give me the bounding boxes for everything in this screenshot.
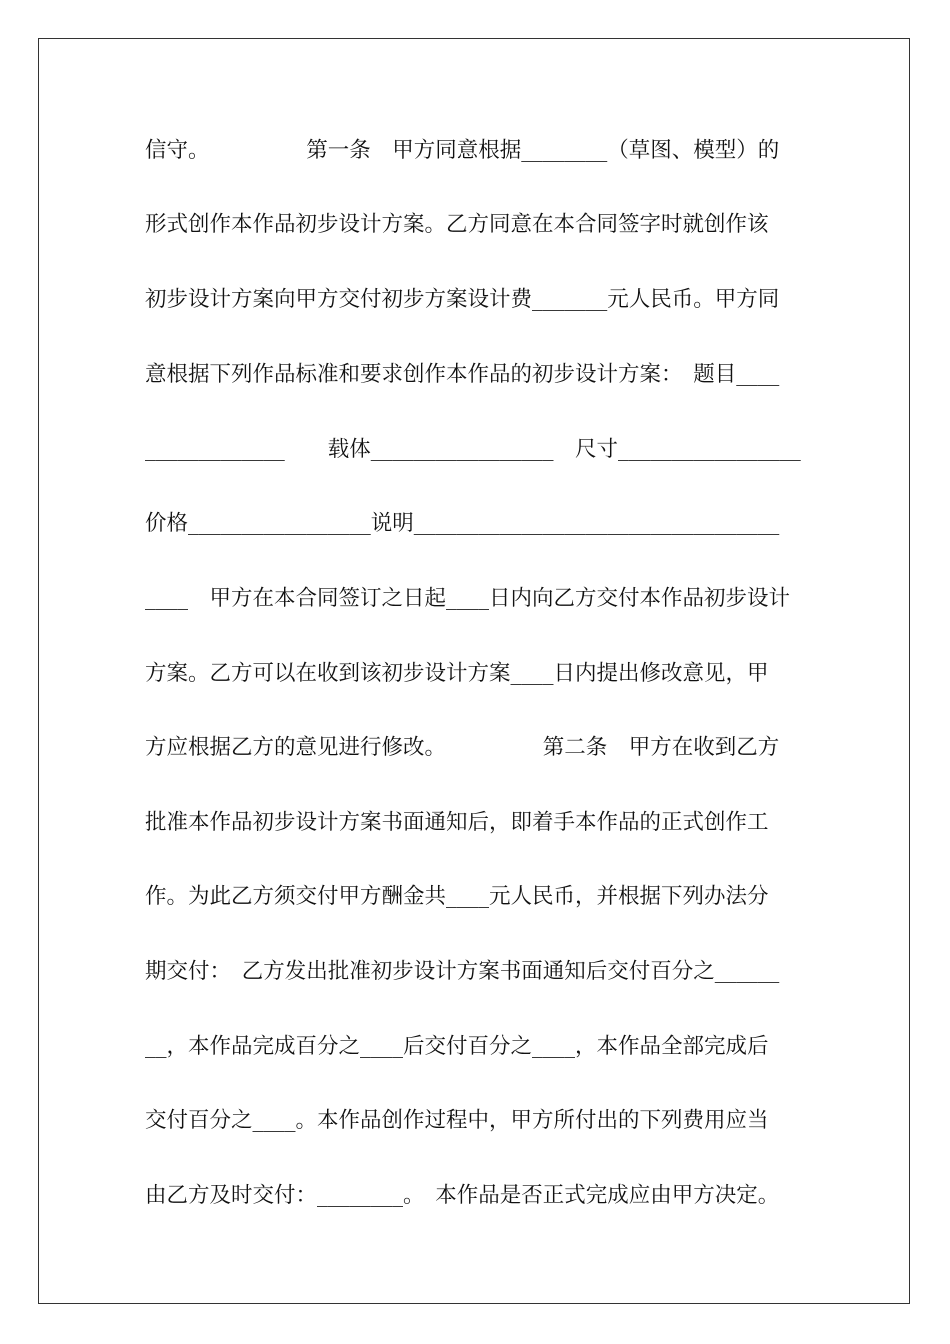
text-line: 意根据下列作品标准和要求创作本作品的初步设计方案： 题目____ bbox=[145, 362, 780, 387]
text-line: 交付百分之____。本作品创作过程中，甲方所付出的下列费用应当 bbox=[145, 1108, 769, 1133]
text-line: 形式创作本作品初步设计方案。乙方同意在本合同签字时就创作该 bbox=[145, 212, 769, 237]
text-line: 批准本作品初步设计方案书面通知后，即着手本作品的正式创作工 bbox=[145, 810, 769, 835]
text-line: 初步设计方案向甲方交付初步方案设计费_______元人民币。甲方同 bbox=[145, 287, 780, 312]
text-line: 期交付： 乙方发出批准初步设计方案书面通知后交付百分之______ bbox=[145, 959, 780, 984]
text-line: ____ 甲方在本合同签订之日起____日内向乙方交付本作品初步设计 bbox=[145, 586, 791, 611]
text-line: 作。为此乙方须交付甲方酬金共____元人民币，并根据下列办法分 bbox=[145, 884, 769, 909]
text-line: __，本作品完成百分之____后交付百分之____，本作品全部完成后 bbox=[145, 1034, 769, 1059]
text-line: _____________ 载体_________________ 尺寸_________________ bbox=[145, 437, 801, 462]
text-line: 信守。 第一条 甲方同意根据________（草图、模型）的 bbox=[145, 138, 780, 163]
text-line: 价格_________________说明__________________________________ bbox=[145, 511, 780, 536]
text-line: 方应根据乙方的意见进行修改。 第二条 甲方在收到乙方 bbox=[145, 735, 780, 760]
text-line: 方案。乙方可以在收到该初步设计方案____日内提出修改意见，甲 bbox=[145, 661, 769, 686]
text-line: 由乙方及时交付：________。 本作品是否正式完成应由甲方决定。 bbox=[145, 1183, 780, 1208]
